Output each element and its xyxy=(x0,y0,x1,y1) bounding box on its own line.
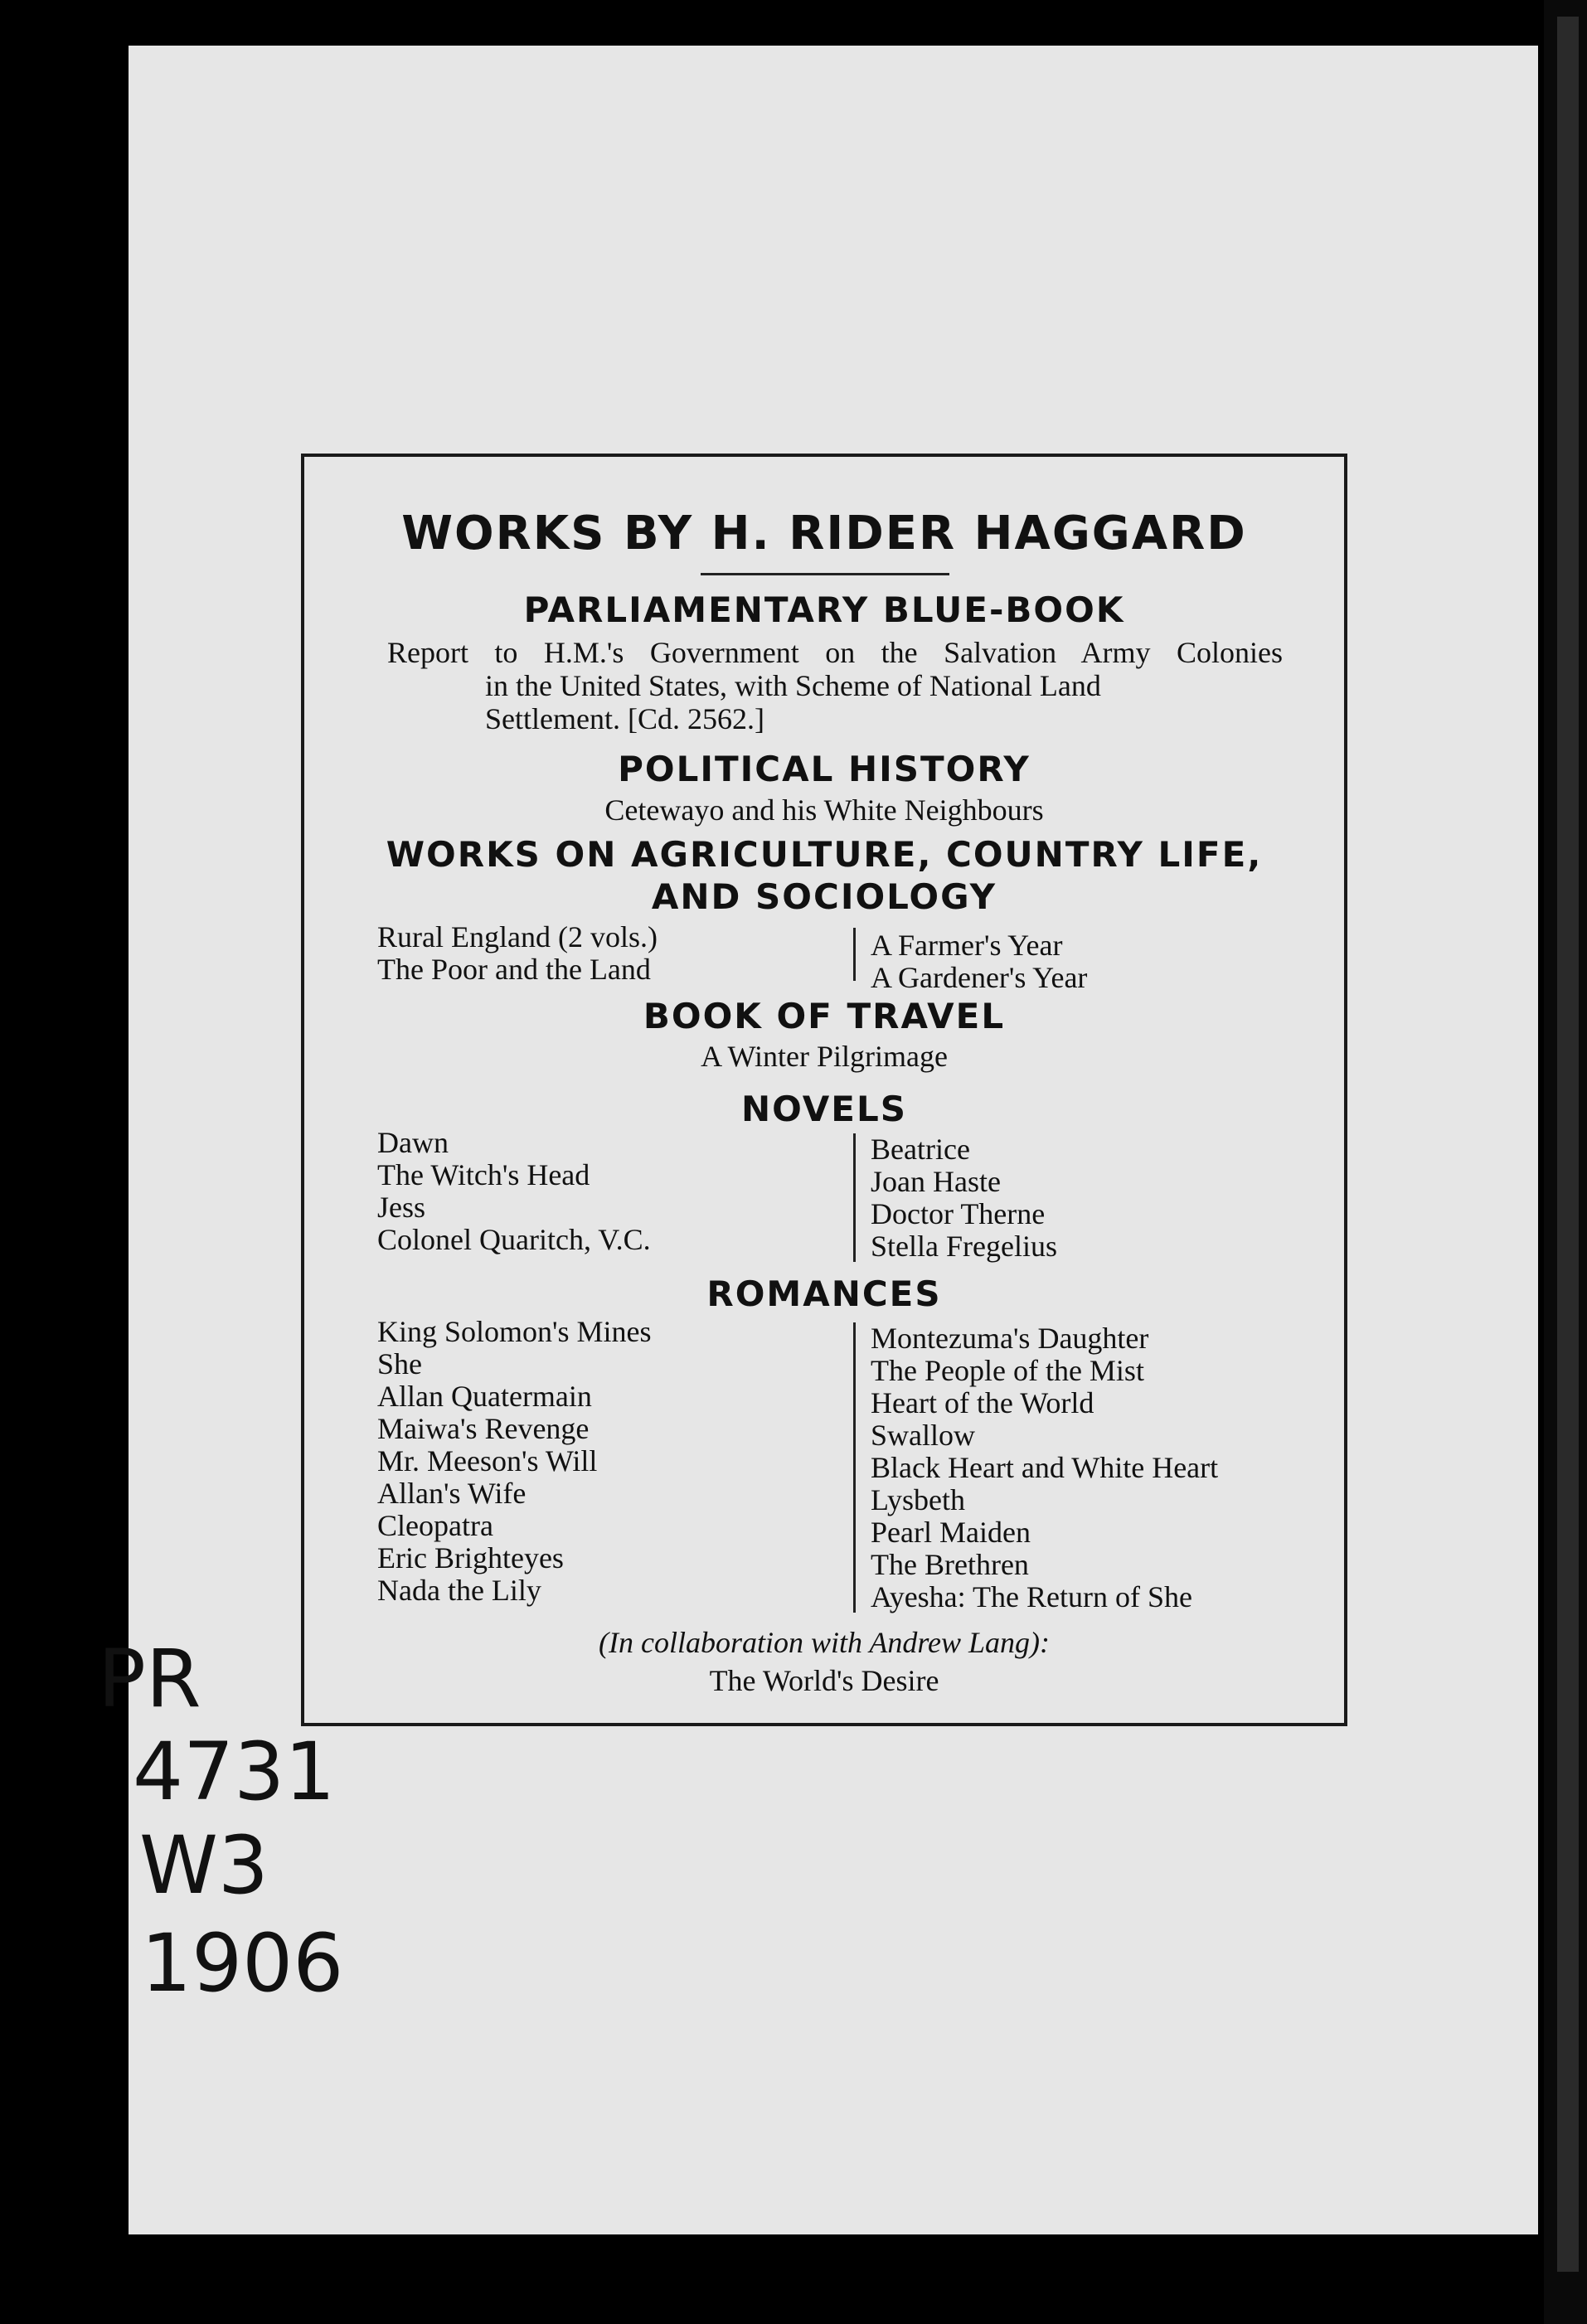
call-number-line-3: W3 xyxy=(139,1819,269,1912)
heading-agriculture-1: WORKS ON AGRICULTURE, COUNTRY LIFE, xyxy=(386,834,1263,875)
romances-list xyxy=(377,1316,1306,1614)
list-item: Doctor Therne xyxy=(871,1197,1046,1230)
list-item: A Farmer's Year xyxy=(871,929,1063,962)
list-item: Ayesha: The Return of She xyxy=(871,1580,1192,1613)
list-item: Rural England (2 vols.) xyxy=(377,920,658,953)
novels-left xyxy=(377,1127,651,1256)
list-item: Stella Fregelius xyxy=(871,1230,1057,1263)
list-item: Dawn xyxy=(377,1126,449,1159)
heading-romances: ROMANCES xyxy=(706,1274,942,1314)
heading-parliamentary: PARLIAMENTARY BLUE-BOOK xyxy=(523,589,1125,630)
political-item: Cetewayo and his White Neighbours xyxy=(604,793,1044,827)
list-item: Cleopatra xyxy=(377,1509,493,1542)
list-item: Mr. Meeson's Will xyxy=(377,1444,598,1477)
list-item: Maiwa's Revenge xyxy=(377,1412,590,1445)
agriculture-right xyxy=(871,929,1087,994)
advertisement-box xyxy=(301,454,1347,1726)
list-item: Heart of the World xyxy=(871,1386,1094,1419)
list-item: Joan Haste xyxy=(871,1165,1001,1198)
heading-agriculture-2: AND SOCIOLOGY xyxy=(651,876,997,917)
list-item: Lysbeth xyxy=(871,1483,965,1516)
list-item: Allan Quatermain xyxy=(377,1380,592,1413)
list-item: Swallow xyxy=(871,1419,975,1452)
list-item: She xyxy=(377,1347,422,1380)
romances-left xyxy=(377,1316,652,1607)
romances-right xyxy=(871,1322,1218,1613)
list-item: King Solomon's Mines xyxy=(377,1315,652,1348)
list-item: Allan's Wife xyxy=(377,1477,527,1510)
page-title: WORKS BY H. RIDER HAGGARD xyxy=(401,507,1247,560)
report-line-1: Report to H.M.'s Government on the Salvation Army Colonies xyxy=(387,636,1283,669)
parliamentary-text xyxy=(387,636,1283,735)
list-item: Jess xyxy=(377,1191,426,1224)
call-number-line-1: PR xyxy=(98,1633,201,1725)
list-item: Black Heart and White Heart xyxy=(871,1451,1219,1484)
list-item: The Brethren xyxy=(871,1548,1029,1581)
travel-item: A Winter Pilgrimage xyxy=(701,1040,948,1073)
collaboration-title: The World's Desire xyxy=(709,1664,939,1697)
agriculture-list xyxy=(377,920,1306,994)
list-item: The People of the Mist xyxy=(871,1354,1144,1387)
novels-right xyxy=(871,1133,1057,1263)
collaboration-note: (In collaboration with Andrew Lang): xyxy=(599,1626,1050,1659)
list-item: Nada the Lily xyxy=(377,1574,541,1607)
heading-novels: NOVELS xyxy=(741,1089,907,1129)
heading-travel: BOOK OF TRAVEL xyxy=(643,996,1006,1036)
list-item: Beatrice xyxy=(871,1133,970,1166)
title-rule xyxy=(701,573,949,575)
spine-strip xyxy=(1557,17,1579,2272)
column-divider xyxy=(853,1322,856,1613)
novels-list xyxy=(377,1127,1306,1268)
report-line-2: in the United States, with Scheme of National Land xyxy=(485,669,1101,702)
list-item: The Poor and the Land xyxy=(377,953,651,986)
list-item: Pearl Maiden xyxy=(871,1516,1031,1549)
list-item: Eric Brighteyes xyxy=(377,1541,564,1574)
list-item: A Gardener's Year xyxy=(871,961,1088,994)
list-item: Montezuma's Daughter xyxy=(871,1322,1149,1355)
report-line-3: Settlement. [Cd. 2562.] xyxy=(485,702,764,735)
list-item: Colonel Quaritch, V.C. xyxy=(377,1223,651,1256)
call-number-line-4: 1906 xyxy=(141,1917,344,2010)
call-number-line-2: 4731 xyxy=(133,1725,336,1818)
list-item: The Witch's Head xyxy=(377,1158,590,1191)
column-divider xyxy=(853,1133,856,1262)
agriculture-left xyxy=(377,921,658,986)
heading-political: POLITICAL HISTORY xyxy=(618,749,1031,789)
column-divider xyxy=(853,928,856,981)
